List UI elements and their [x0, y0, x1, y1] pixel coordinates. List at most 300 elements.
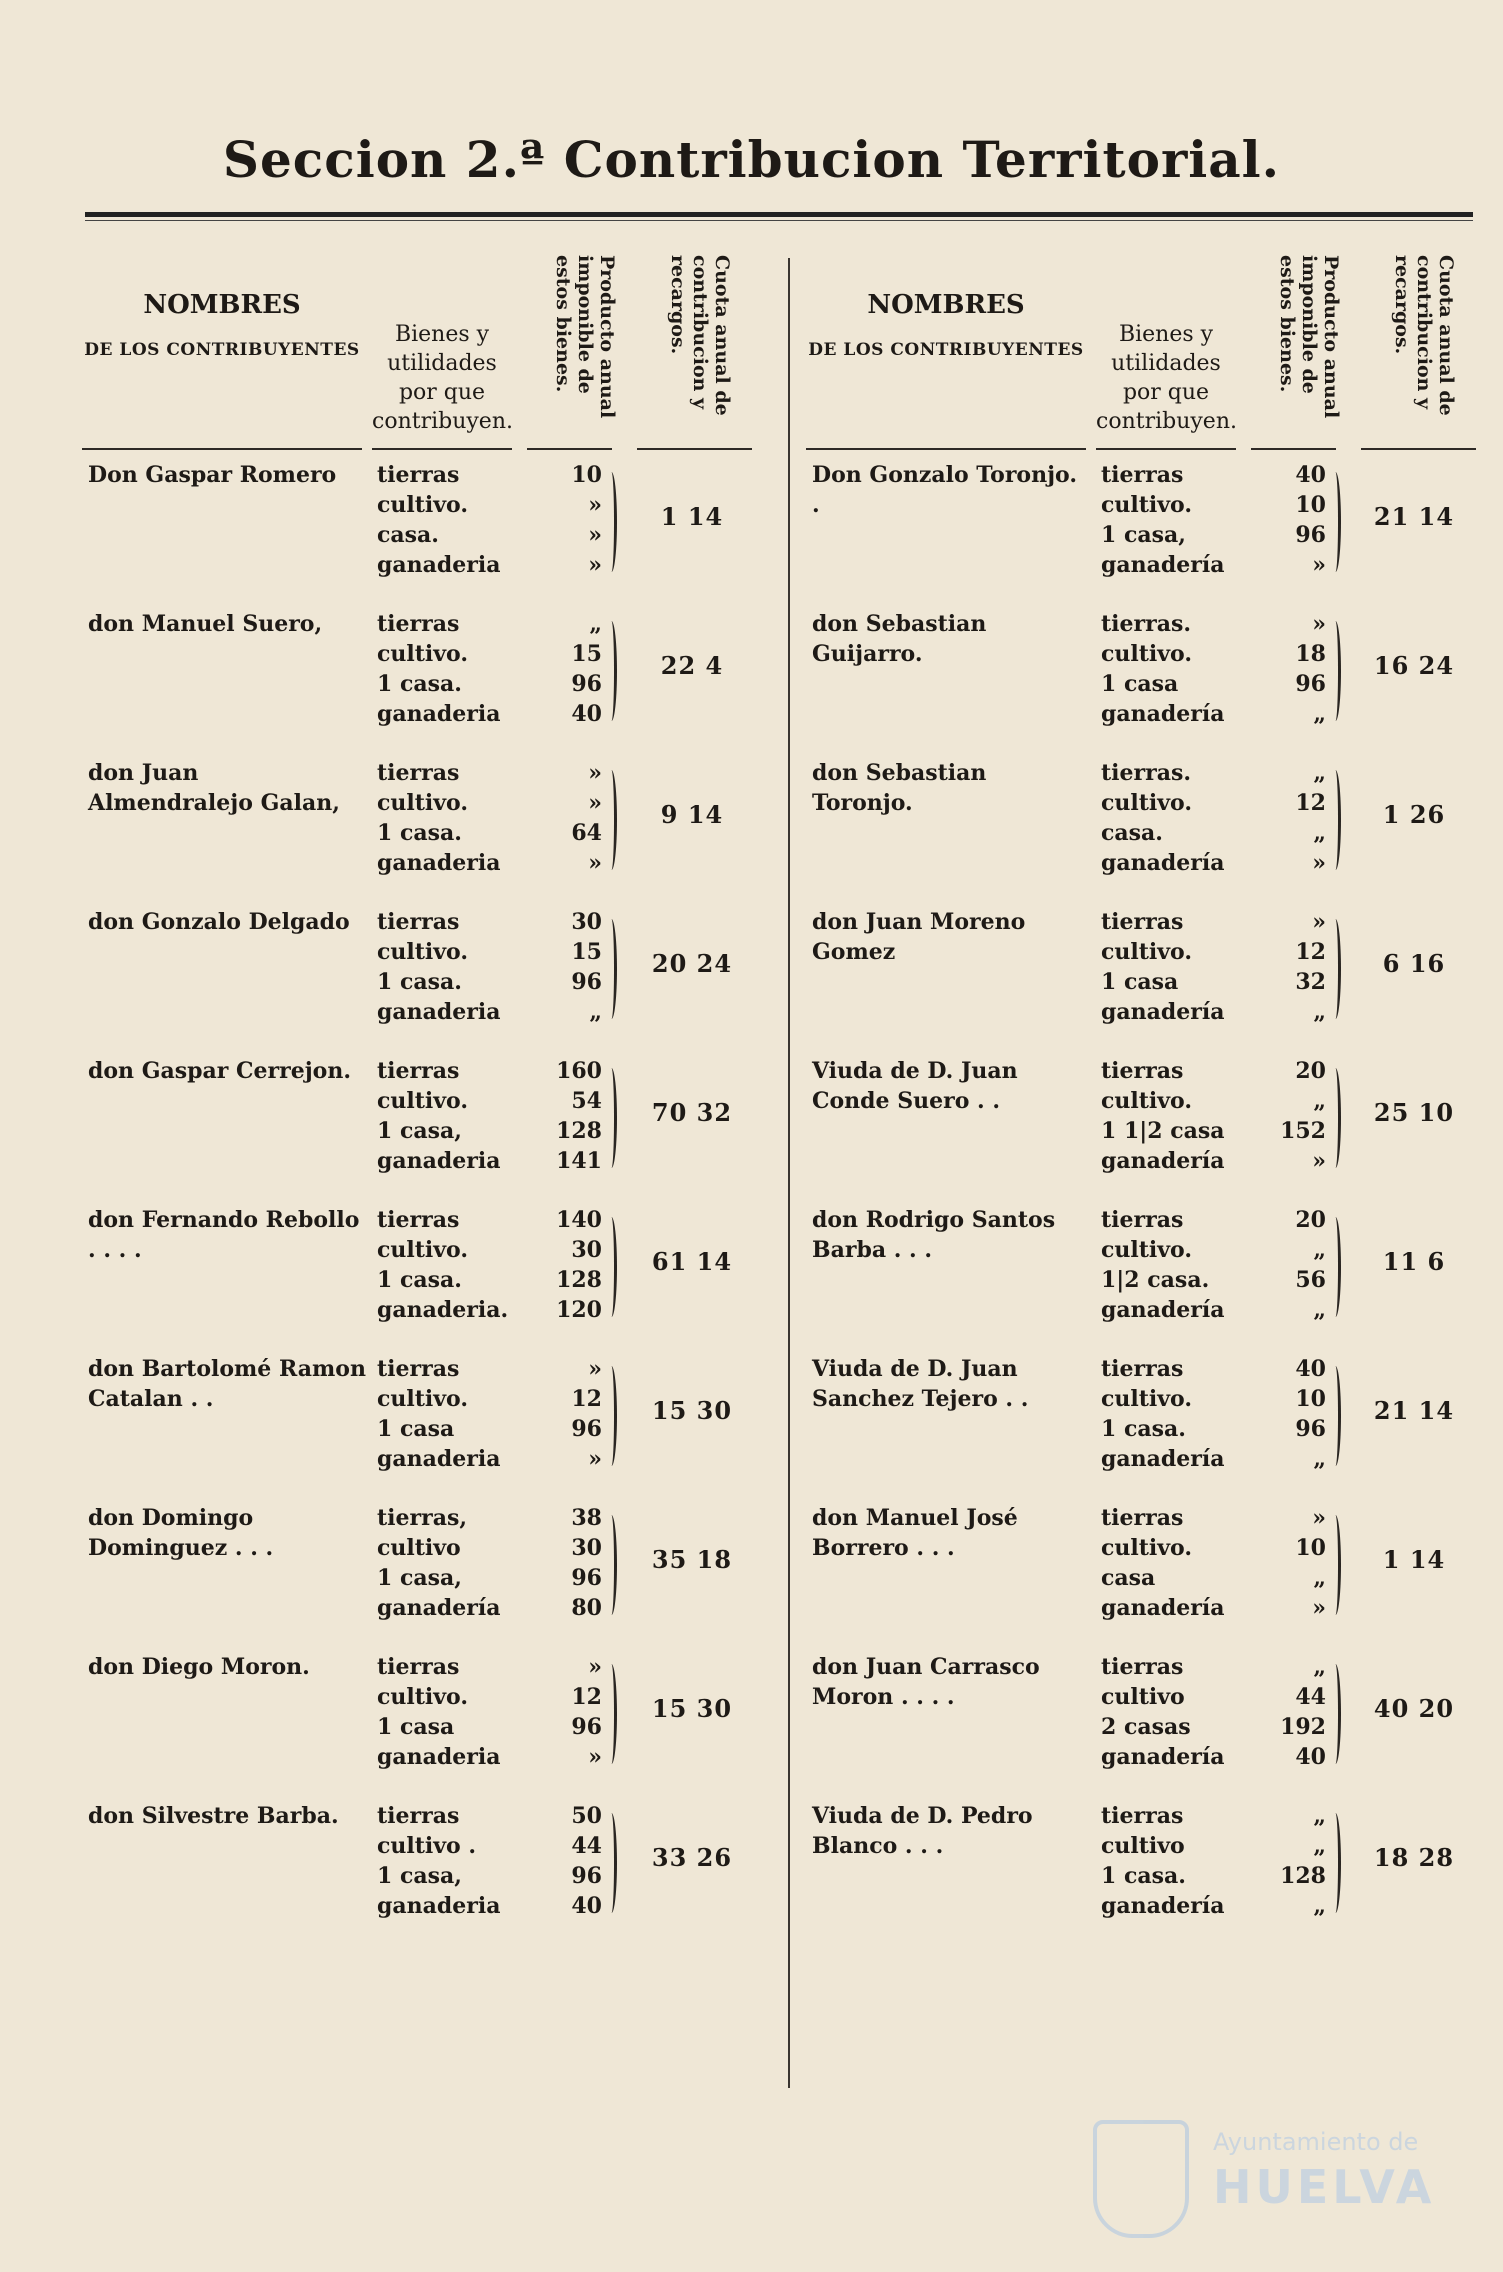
bienes-list [1101, 758, 1241, 878]
taxpayer-name: Don Gonzalo Toronjo. . [812, 462, 1077, 518]
producto-value: „ [1313, 1654, 1326, 1680]
producto-value: 12 [571, 1684, 602, 1710]
taxpayer-entry [82, 897, 754, 1046]
cuota-value: 22 4 [660, 651, 724, 680]
taxpayer-entry [82, 1344, 754, 1493]
producto-values [527, 460, 602, 580]
producto-value: » [588, 1744, 602, 1770]
producto-values [527, 907, 602, 1027]
producto-value: 30 [571, 1535, 602, 1561]
bienes-item: tierras [1101, 1654, 1184, 1680]
bienes-item: cultivo. [377, 1684, 468, 1710]
bienes-list [377, 1801, 517, 1921]
cuota-value: 40 20 [1373, 1694, 1455, 1723]
taxpayer-name: Viuda de D. Juan Conde Suero . . [812, 1058, 1018, 1114]
bienes-item: cultivo. [1101, 1088, 1192, 1114]
bienes-item: 1 casa. [1101, 1416, 1186, 1442]
taxpayer-entry [806, 1791, 1481, 1940]
brace-icon [606, 1068, 617, 1168]
taxpayer-name: don Juan Almendralejo Galan, [88, 760, 340, 816]
bienes-item: 1 casa. [377, 969, 462, 995]
producto-values [527, 1801, 602, 1921]
taxpayer-entry [82, 1046, 754, 1195]
producto-value: 15 [571, 641, 602, 667]
bienes-item: tierras [1101, 1058, 1184, 1084]
bienes-item: 1 casa [1101, 671, 1179, 697]
brace-icon [1330, 919, 1341, 1019]
producto-value: 96 [571, 1416, 602, 1442]
bienes-list [1101, 1056, 1241, 1176]
bienes-item: tierras [1101, 909, 1184, 935]
producto-value: 44 [571, 1833, 602, 1859]
bienes-item: ganadería [1101, 552, 1225, 578]
cuota-value: 61 14 [651, 1247, 733, 1276]
left-table-body [82, 450, 754, 1940]
cuota-value: 1 14 [660, 502, 724, 531]
names-header-subtitle: DE LOS CONTRIBUYENTES [808, 340, 1084, 360]
taxpayer-name: Viuda de D. Pedro Blanco . . . [812, 1803, 1033, 1859]
producto-values [527, 1354, 602, 1474]
taxpayer-name: Don Gaspar Romero [88, 462, 337, 488]
bienes-list [1101, 609, 1241, 729]
producto-values [527, 1503, 602, 1623]
bienes-item: tierras [1101, 1356, 1184, 1382]
brace-icon [606, 770, 617, 870]
producto-value: 96 [571, 1863, 602, 1889]
taxpayer-name: don Gaspar Cerrejon. [88, 1058, 352, 1084]
bienes-item: tierras [1101, 462, 1184, 488]
producto-value: » [1312, 1505, 1326, 1531]
producto-values [1251, 1801, 1326, 1921]
cuota-value: 15 30 [651, 1694, 733, 1723]
producto-value: 40 [1295, 1356, 1326, 1382]
bienes-item: tierras [1101, 1803, 1184, 1829]
bienes-item: ganaderia [377, 1148, 501, 1174]
bienes-item: 1 casa, [1101, 522, 1186, 548]
brace-icon [606, 1217, 617, 1317]
taxpayer-entry [806, 450, 1481, 599]
bienes-item: tierras [377, 462, 460, 488]
producto-value: » [1312, 1595, 1326, 1621]
taxpayer-entry [806, 1642, 1481, 1791]
producto-value: 18 [1295, 641, 1326, 667]
producto-header: Producto anual imponible de estos bienes. [1276, 255, 1342, 419]
producto-values [1251, 1503, 1326, 1623]
right-table-body [806, 450, 1481, 1940]
brace-icon [1330, 770, 1341, 870]
producto-value: » [588, 850, 602, 876]
brace-icon [1330, 621, 1341, 721]
producto-value: „ [1313, 1297, 1326, 1323]
producto-values [527, 1056, 602, 1176]
bienes-item: ganadería [1101, 999, 1225, 1025]
bienes-list [377, 1503, 517, 1623]
producto-value: » [1312, 1148, 1326, 1174]
producto-value: 128 [1280, 1863, 1326, 1889]
bienes-item: tierras [377, 611, 460, 637]
bienes-item: ganaderia [377, 701, 501, 727]
producto-value: „ [1313, 820, 1326, 846]
producto-value: 30 [571, 1237, 602, 1263]
producto-value: 12 [571, 1386, 602, 1412]
producto-values [527, 1205, 602, 1325]
bienes-item: cultivo. [377, 641, 468, 667]
names-header-title: NOMBRES [143, 290, 301, 320]
cuota-value: 70 32 [651, 1098, 733, 1127]
producto-value: 12 [1295, 790, 1326, 816]
producto-value: 44 [1295, 1684, 1326, 1710]
cuota-value: 21 14 [1373, 1396, 1455, 1425]
producto-values [1251, 907, 1326, 1027]
brace-icon [606, 1366, 617, 1466]
bienes-item: tierras, [377, 1505, 467, 1531]
bienes-list [377, 460, 517, 580]
producto-value: 96 [571, 671, 602, 697]
taxpayer-name: don Rodrigo Santos Barba . . . [812, 1207, 1056, 1263]
producto-value: 12 [1295, 939, 1326, 965]
bienes-item: cultivo. [1101, 1237, 1192, 1263]
producto-value: 96 [1295, 1416, 1326, 1442]
producto-value: 140 [556, 1207, 602, 1233]
bienes-item: ganaderia [377, 999, 501, 1025]
producto-value: 15 [571, 939, 602, 965]
bienes-item: casa. [1101, 820, 1163, 846]
brace-icon [606, 621, 617, 721]
bienes-item: ganadería [1101, 701, 1225, 727]
producto-value: 120 [556, 1297, 602, 1323]
producto-value: 192 [1280, 1714, 1326, 1740]
producto-value: 40 [571, 1893, 602, 1919]
bienes-item: tierras [377, 909, 460, 935]
producto-value: 20 [1295, 1058, 1326, 1084]
bienes-item: ganaderia [377, 1744, 501, 1770]
bienes-item: cultivo. [377, 1237, 468, 1263]
taxpayer-entry [82, 1493, 754, 1642]
taxpayer-entry [806, 1195, 1481, 1344]
bienes-item: ganadería [1101, 1297, 1225, 1323]
bienes-list [1101, 1801, 1241, 1921]
taxpayer-name: don Juan Carrasco Moron . . . . [812, 1654, 1040, 1710]
taxpayer-name: don Sebastian Guijarro. [812, 611, 987, 667]
bienes-item: tierras [1101, 1207, 1184, 1233]
bienes-item: ganadería [1101, 1148, 1225, 1174]
bienes-item: cultivo. [1101, 790, 1192, 816]
taxpayer-entry [806, 1493, 1481, 1642]
taxpayer-name: Viuda de D. Juan Sanchez Tejero . . [812, 1356, 1029, 1412]
taxpayer-entry [806, 897, 1481, 1046]
brace-icon [606, 1813, 617, 1913]
bienes-item: cultivo [377, 1535, 461, 1561]
producto-value: » [1312, 552, 1326, 578]
brace-icon [1330, 1664, 1341, 1764]
bienes-item: ganaderia [377, 552, 501, 578]
bienes-item: casa. [377, 522, 439, 548]
producto-value: 96 [571, 969, 602, 995]
taxpayer-name: don Manuel Suero, [88, 611, 323, 637]
bienes-item: ganadería [1101, 1744, 1225, 1770]
cuota-value: 6 16 [1382, 949, 1446, 978]
taxpayer-name: don Silvestre Barba. [88, 1803, 339, 1829]
taxpayer-entry [82, 1791, 754, 1940]
producto-value: 40 [1295, 1744, 1326, 1770]
bienes-item: 1 1|2 casa [1101, 1118, 1225, 1144]
producto-value: 128 [556, 1118, 602, 1144]
bienes-item: cultivo. [377, 1088, 468, 1114]
producto-value: » [588, 492, 602, 518]
bienes-list [377, 907, 517, 1027]
taxpayer-entry [806, 748, 1481, 897]
bienes-item: 1 casa. [377, 820, 462, 846]
bienes-item: cultivo. [1101, 1535, 1192, 1561]
bienes-list [1101, 1503, 1241, 1623]
producto-value: „ [1313, 999, 1326, 1025]
producto-value: 96 [1295, 671, 1326, 697]
brace-icon [606, 472, 617, 572]
producto-value: „ [1313, 760, 1326, 786]
bienes-list [377, 1056, 517, 1176]
table-header [806, 240, 1481, 450]
producto-value: „ [1313, 701, 1326, 727]
bienes-item: tierras. [1101, 760, 1191, 786]
taxpayer-entry [806, 1344, 1481, 1493]
producto-values [1251, 1056, 1326, 1176]
bienes-item: 1 casa, [377, 1565, 462, 1591]
producto-value: „ [1313, 1565, 1326, 1591]
brace-icon [606, 1515, 617, 1615]
producto-value: 64 [571, 820, 602, 846]
bienes-item: cultivo. [377, 492, 468, 518]
producto-value: » [1312, 850, 1326, 876]
producto-value: „ [589, 611, 602, 637]
producto-value: 30 [571, 909, 602, 935]
cuota-value: 15 30 [651, 1396, 733, 1425]
producto-value: » [1312, 611, 1326, 637]
producto-value: 54 [571, 1088, 602, 1114]
bienes-item: 1 casa [377, 1416, 455, 1442]
producto-values [1251, 1354, 1326, 1474]
bienes-item: 2 casas [1101, 1714, 1191, 1740]
producto-value: 20 [1295, 1207, 1326, 1233]
bienes-item: 1 casa, [377, 1863, 462, 1889]
watermark-subtitle: Ayuntamiento de [1213, 2128, 1419, 2156]
producto-value: 56 [1295, 1267, 1326, 1293]
bienes-item: cultivo. [377, 790, 468, 816]
bienes-list [377, 609, 517, 729]
producto-value: 80 [571, 1595, 602, 1621]
bienes-item: ganadería [377, 1595, 501, 1621]
bienes-item: tierras [377, 1654, 460, 1680]
producto-value: » [588, 522, 602, 548]
bienes-header: Bienes y utilidades por que contribuyen. [372, 322, 513, 434]
producto-value: 152 [1280, 1118, 1326, 1144]
producto-value: 10 [1295, 1386, 1326, 1412]
bienes-list [1101, 1652, 1241, 1772]
bienes-item: tierras [377, 1207, 460, 1233]
cuota-header: Cuota anual de contribucion y recargos. [667, 255, 733, 416]
bienes-header: Bienes y utilidades por que contribuyen. [1096, 322, 1237, 434]
watermark-title: HUELVA [1213, 2160, 1436, 2214]
producto-values [1251, 758, 1326, 878]
producto-values [527, 1652, 602, 1772]
cuota-value: 1 26 [1382, 800, 1446, 829]
producto-header: Producto anual imponible de estos bienes. [552, 255, 618, 419]
bienes-item: ganaderia. [377, 1297, 509, 1323]
bienes-item: ganaderia [377, 1893, 501, 1919]
bienes-item: cultivo. [1101, 641, 1192, 667]
cuota-header: Cuota anual de contribucion y recargos. [1391, 255, 1457, 416]
taxpayer-name: don Fernando Rebollo . . . . [88, 1207, 360, 1263]
bienes-item: 1 casa. [377, 671, 462, 697]
producto-value: „ [589, 999, 602, 1025]
cuota-value: 35 18 [651, 1545, 733, 1574]
bienes-list [1101, 460, 1241, 580]
cuota-value: 9 14 [660, 800, 724, 829]
brace-icon [1330, 1217, 1341, 1317]
taxpayer-entry [82, 1195, 754, 1344]
taxpayer-entry [82, 599, 754, 748]
column-separator [788, 258, 790, 2088]
bienes-item: casa [1101, 1565, 1156, 1591]
brace-icon [1330, 1366, 1341, 1466]
cuota-value: 20 24 [651, 949, 733, 978]
producto-value: 141 [556, 1148, 602, 1174]
watermark [1093, 2120, 1436, 2230]
names-header [806, 270, 1086, 360]
taxpayer-name: don Diego Moron. [88, 1654, 310, 1680]
brace-icon [1330, 1515, 1341, 1615]
producto-values [527, 609, 602, 729]
producto-value: 32 [1295, 969, 1326, 995]
shield-logo-icon [1093, 2120, 1189, 2238]
bienes-item: cultivo. [377, 939, 468, 965]
producto-values [1251, 1205, 1326, 1325]
producto-values [1251, 1652, 1326, 1772]
names-header-title: NOMBRES [867, 290, 1025, 320]
bienes-item: cultivo [1101, 1684, 1185, 1710]
producto-value: „ [1313, 1237, 1326, 1263]
producto-value: 96 [571, 1565, 602, 1591]
taxpayer-entry [82, 748, 754, 897]
bienes-item: ganadería [1101, 1595, 1225, 1621]
producto-value: 50 [571, 1803, 602, 1829]
producto-value: 160 [556, 1058, 602, 1084]
cuota-value: 21 14 [1373, 502, 1455, 531]
producto-value: 38 [571, 1505, 602, 1531]
producto-value: 10 [1295, 492, 1326, 518]
producto-value: 40 [571, 701, 602, 727]
producto-value: » [588, 1654, 602, 1680]
taxpayer-entry [806, 599, 1481, 748]
producto-value: „ [1313, 1893, 1326, 1919]
bienes-list [1101, 1354, 1241, 1474]
producto-values [1251, 609, 1326, 729]
bienes-item: 1 casa [377, 1714, 455, 1740]
taxpayer-name: don Domingo Dominguez . . . [88, 1505, 274, 1561]
producto-value: » [588, 1356, 602, 1382]
producto-value: 40 [1295, 462, 1326, 488]
taxpayer-entry [806, 1046, 1481, 1195]
brace-icon [1330, 1068, 1341, 1168]
taxpayer-name: don Gonzalo Delgado [88, 909, 350, 935]
producto-values [527, 758, 602, 878]
producto-values [1251, 460, 1326, 580]
producto-value: » [588, 760, 602, 786]
brace-icon [1330, 472, 1341, 572]
title-rule [85, 212, 1473, 217]
table-header [82, 240, 754, 450]
bienes-list [377, 758, 517, 878]
bienes-list [377, 1205, 517, 1325]
producto-value: 128 [556, 1267, 602, 1293]
bienes-item: tierras [377, 1356, 460, 1382]
bienes-item: cultivo. [1101, 1386, 1192, 1412]
bienes-item: ganaderia [377, 1446, 501, 1472]
page-title: Seccion 2.ª Contribucion Territorial. [222, 130, 1281, 189]
producto-value: „ [1313, 1446, 1326, 1472]
brace-icon [606, 919, 617, 1019]
bienes-item: 1 casa. [377, 1267, 462, 1293]
bienes-list [1101, 907, 1241, 1027]
producto-value: 10 [571, 462, 602, 488]
producto-value: 96 [571, 1714, 602, 1740]
bienes-item: cultivo . [377, 1833, 477, 1859]
bienes-item: 1 casa. [1101, 1863, 1186, 1889]
producto-value: » [1312, 909, 1326, 935]
bienes-item: cultivo [1101, 1833, 1185, 1859]
producto-value: 96 [1295, 522, 1326, 548]
bienes-item: 1 casa, [377, 1118, 462, 1144]
brace-icon [1330, 1813, 1341, 1913]
taxpayer-name: don Bartolomé Ramon Catalan . . [88, 1356, 366, 1412]
taxpayer-entry [82, 1642, 754, 1791]
bienes-item: ganadería [1101, 1446, 1225, 1472]
bienes-item: ganadería [1101, 1893, 1225, 1919]
title-rule-thin [85, 220, 1473, 221]
producto-value: » [588, 790, 602, 816]
producto-value: „ [1313, 1833, 1326, 1859]
cuota-value: 18 28 [1373, 1843, 1455, 1872]
bienes-list [1101, 1205, 1241, 1325]
left-table [82, 240, 754, 1940]
bienes-item: 1|2 casa. [1101, 1267, 1210, 1293]
bienes-item: ganaderia [377, 850, 501, 876]
producto-value: » [588, 1446, 602, 1472]
producto-value: » [588, 552, 602, 578]
right-table [806, 240, 1481, 1940]
bienes-list [377, 1652, 517, 1772]
names-header [82, 270, 362, 360]
taxpayer-name: don Manuel José Borrero . . . [812, 1505, 1018, 1561]
brace-icon [606, 1664, 617, 1764]
cuota-value: 33 26 [651, 1843, 733, 1872]
bienes-item: tierras [1101, 1505, 1184, 1531]
bienes-item: cultivo. [1101, 939, 1192, 965]
producto-value: „ [1313, 1088, 1326, 1114]
cuota-value: 16 24 [1373, 651, 1455, 680]
taxpayer-name: don Juan Moreno Gomez [812, 909, 1026, 965]
bienes-item: cultivo. [377, 1386, 468, 1412]
cuota-value: 1 14 [1382, 1545, 1446, 1574]
bienes-item: ganadería [1101, 850, 1225, 876]
taxpayer-entry [82, 450, 754, 599]
cuota-value: 25 10 [1373, 1098, 1455, 1127]
cuota-value: 11 6 [1382, 1247, 1446, 1276]
taxpayer-name: don Sebastian Toronjo. [812, 760, 987, 816]
bienes-item: tierras [377, 1058, 460, 1084]
bienes-item: 1 casa [1101, 969, 1179, 995]
bienes-item: tierras [377, 1803, 460, 1829]
producto-value: „ [1313, 1803, 1326, 1829]
